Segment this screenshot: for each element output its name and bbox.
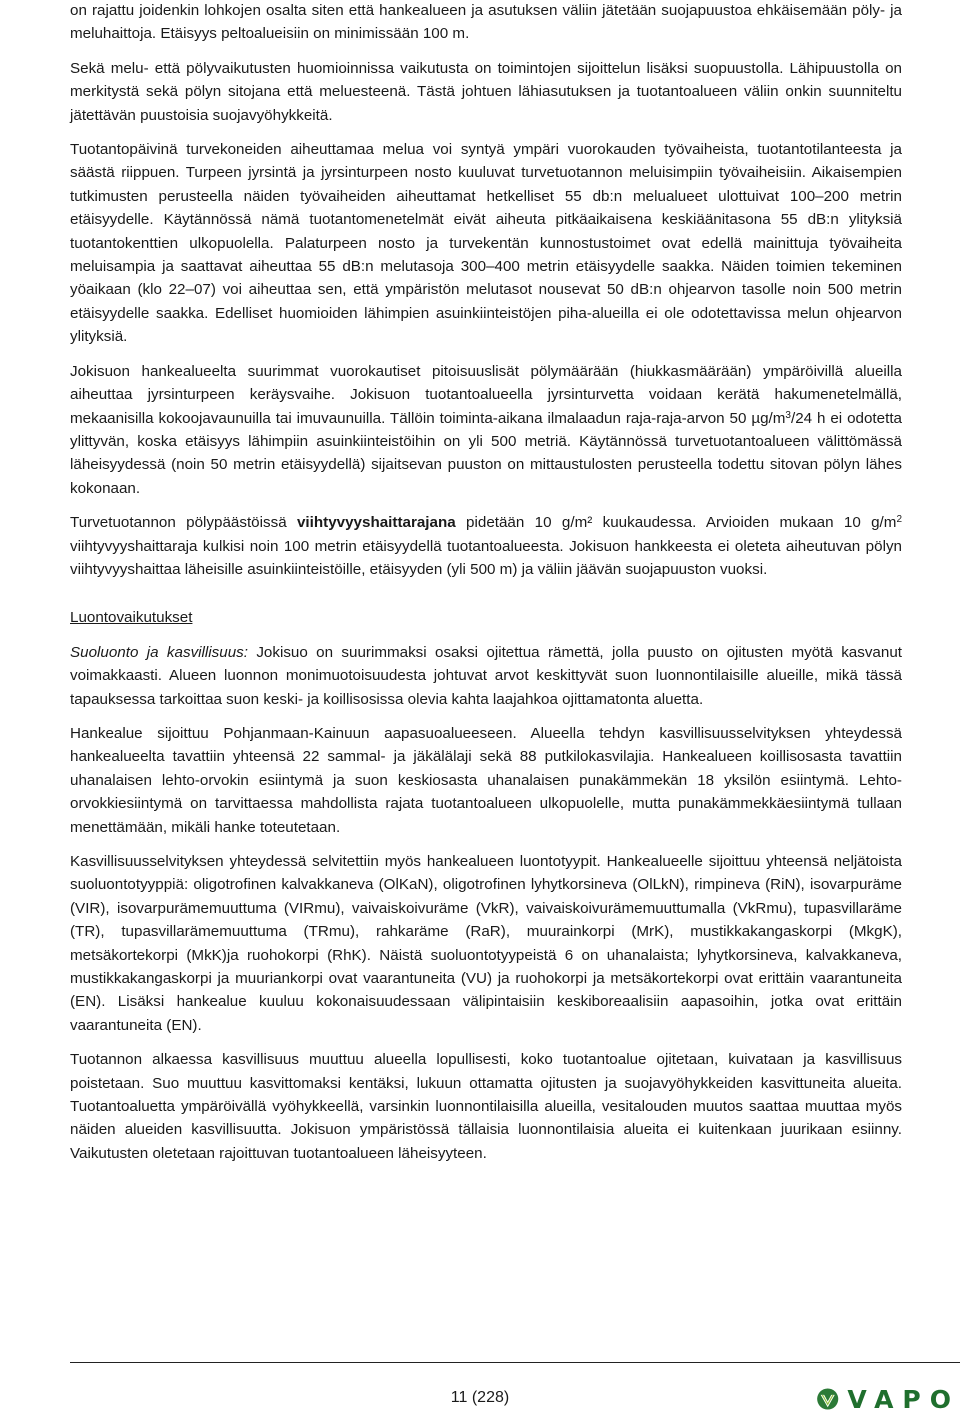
paragraph-polymaara bbox=[70, 360, 902, 500]
vapo-logo-text: VAPO bbox=[847, 1384, 960, 1414]
footer-divider bbox=[70, 1362, 960, 1363]
paragraph-melu-polyvaikutukset: Sekä melu- että pölyvaikutusten huomioinnissa vaikutusta on toimintojen sijoittelun lisäksi suopuustolla. Lähipuustolla on merkitystä sekä pölyn sitojana että meluesteenä. Tästä johtuen lähiasutuksen ja tuotantoalueen väliin onkin suunniteltu jätettävän puustoisia suojavyöhykkeitä. bbox=[70, 59, 902, 124]
superscript: 2 bbox=[896, 514, 902, 526]
vapo-logo-emblem-icon bbox=[816, 1379, 839, 1419]
text-run: /24 h ei odotetta ylittyvän, koska etäisyys lähimpiin asuinkiinteistöihin on yli 500 metriä. Käytännössä turvetuotantoalueen välittömässä läheisyydessä (noin 50 metrin etäisyydellä) sijaitsevan puuston on mittaustulosten perusteella todettu sitovan pölyn lähes kokonaan. bbox=[70, 409, 902, 497]
text-run: pidetään 10 g/m² kuukaudessa. Arvioiden mukaan 10 g/m bbox=[455, 514, 897, 532]
paragraph-suojapuusto: on rajattu joidenkin lohkojen osalta siten että hankealueen ja asutuksen väliin jätetään suojapuustoa ehkäisemään pöly- ja meluhaittoja. Etäisyys peltoalueisiin on minimissään 100 m. bbox=[70, 2, 902, 43]
page-number: 11 (228) bbox=[450, 1389, 510, 1406]
section-heading-luontovaikutukset: Luontovaikutukset bbox=[70, 609, 193, 627]
paragraph-tuotantopaivat-melu: Tuotantopäivinä turvekoneiden aiheuttamaa melua voi syntyä ympäri vuorokauden työvaiheista, tuotantotilanteesta ja säästä riippuen. Turpeen jyrsintä ja jyrsinturpeen nosto kuuluvat turvetuotannon meluisimpiin työvaiheisiin. Aikaisempien tutkimusten perusteella näiden työvaiheiden aiheuttamat hetkelliset 55 db:n melualueet ulottuivat 100–200 metrin etäisyydelle. Käytännössä nämä tuotantomenetelmät eivät aiheuta pitkäaikaisena keskiäänitasona 55 dB:n ylityksiä tuotantokenttien ulkopuolella. Palaturpeen nosto ja turvekentän kunnostustoimet ovat edellä mainittuja työvaiheita meluisampia ja saattavat aiheuttaa 55 dB:n melutasoja 300–400 metrin etäisyydelle saakka. Näiden toimien tekeminen yöaikaan (klo 22–07) voi aiheuttaa sen, että ympäristön melutasot nousevat 50 dB:n ohjearvon tasolle noin 500 metrin etäisyydelle saakka. Edelliset huomioiden lähimpien asuinkiinteistöjen piha-alueilla ei ole odotettavissa melun ohjearvon ylityksiä. bbox=[70, 141, 902, 346]
text-run: viihtyvyyshaittaraja kulkisi noin 100 metrin etäisyydellä tuotantoalueesta. Jokisuon hankkeesta ei oleteta aiheutuvan pölyn viihtyvyyshaittaa läheisille asuinkiinteistöille, etäisyyden (yli 500 m) ja väliin jäävän suojapuuston vuoksi. bbox=[70, 537, 902, 578]
paragraph-kasvillisuus-muutos: Tuotannon alkaessa kasvillisuus muuttuu alueella lopullisesti, koko tuotantoalue ojitetaan, kuivataan ja kasvillisuus poistetaan. Suo muuttuu kasvittomaksi kentäksi, lukuun ottamatta ojitusten ja suojavyöhykkeiden kasvittuneita alueita. Tuotantoaluetta ympäröivällä vyöhykkeellä, varsinkin luonnontilaisilla alueilla, vesitalouden muutos saattaa muuttaa myös näiden alueiden kasvillisuutta. Jokisuon ympäristössä tällaisia luonnontilaisia alueita ei kuitenkaan juurikaan esiinny. Vaikutusten oletetaan rajoittuvan tuotantoalueen läheisyyteen. bbox=[70, 1051, 902, 1162]
vapo-logo bbox=[816, 1377, 960, 1421]
text-run: Jokisuon hankealueelta suurimmat vuorokautiset pitoisuuslisät pölymäärään (hiukkasmäärään) ympäröivillä alueilla aiheuttaa jyrsinturpeen keräysvaihe. Jokisuon tuotantoalueella jyrsinturvetta voidaan kerätä hakumenetelmällä, mekaanisilla kokoojavaunuilla tai imuvaunuilla. Tällöin toiminta-aikana ilmalaadun raja-raja-arvon 50 µg/m bbox=[70, 362, 902, 427]
paragraph-suoluonto bbox=[70, 641, 902, 711]
document-body bbox=[70, 0, 902, 1176]
paragraph-aapasuoalue: Hankealue sijoittuu Pohjanmaan-Kainuun aapasuoalueeseen. Alueella tehdyn kasvillisuusselvityksen yhteydessä hankealueelta tavattiin yhteensä 22 sammal- ja jäkälälaji sekä 88 putkilokasvilajia. Hankealueen koillisosasta tavattiin uhanalaisen lehto-orvokin esiintymä ja suon keskiosasta uhanalaisen punakämmekän 18 yksilön esiintymä. Lehto-orvokkiesiintymä on tarvittaessa mahdollista rajata tuotantoalueen ulkopuolelle, mutta punakämmekkäesiintymä tullaan menettämään, mikäli hanke toteutetaan. bbox=[70, 724, 902, 836]
italic-lead: Suoluonto ja kasvillisuus: bbox=[70, 643, 248, 661]
paragraph-luontotyypit: Kasvillisuusselvityksen yhteydessä selvitettiin myös hankealueen luontotyypit. Hankealueelle sijoittuu yhteensä neljätoista suoluontotyyppiä: oligotrofinen kalvakkaneva (OlKaN), oligotrofinen lyhytkorsineva (OlLkN), rimpineva (RiN), isovarpuräme (VIR), isovarpurämemuuttuma (VIRmu), vaivaiskoivuräme (VkR), vaivaiskoivurämemuuttumalla (VkRmu), tupasvillaräme (TR), tupasvillarämemuuttuma (TRmu), rahkaräme (RaR), muurainkorpi (MrK), mustikkakangaskorpi (MkgK), metsäkortekorpi (MkK)ja ruohokorpi (RhK). Näistä suoluontotyypeistä 6 on uhanalaista; lyhytkorsineva, kalvakkaneva, mustikkakangaskorpi ja muuriankorpi ovat vaarantuneita (VU) ja ruohokorpi ja metsäkortekorpi ovat erittäin vaarantuneita (EN). Lisäksi hankealue kuuluu kokonaisuudessaan välipintaisiin keskiboreaalisiin aapasoihin, jotka ovat erittäin vaarantuneita (EN). bbox=[70, 853, 902, 1034]
text-run: Turvetuotannon pölypäästöissä bbox=[70, 514, 297, 532]
paragraph-viihtyvyyshaitta bbox=[70, 511, 902, 581]
bold-term: viihtyvyyshaittarajana bbox=[296, 514, 456, 532]
superscript: 3 bbox=[785, 409, 791, 421]
text-run: Jokisuo on suurimmaksi osaksi ojitettua rämettä, jolla puusto on ojitusten myötä kasvanut voimakkaasti. Alueen luonnon monimuotoisuudesta johtuvat arvot keskittyvät suon luonnontilaisille alueille, mikä tässä tapauksessa tarkoittaa suon keski- ja koillisosissa olevia kahta laajahkoa ojittamatonta aluetta. bbox=[70, 643, 902, 708]
